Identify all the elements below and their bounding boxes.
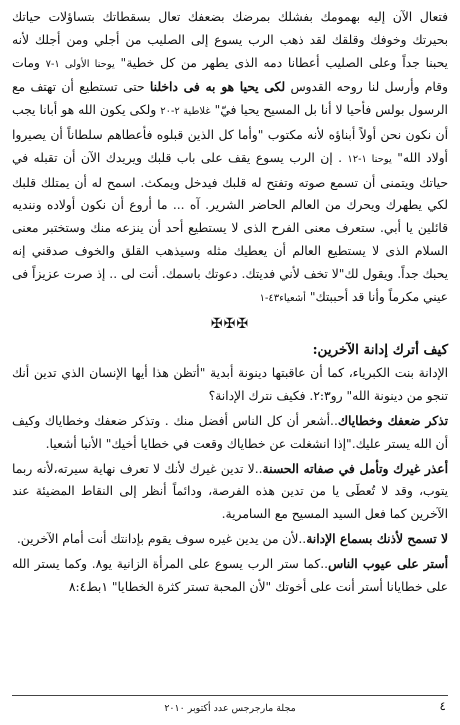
text-run: الإدانة بنت الكبرياء، كما أن عاقبتها دينونة أبدية "أتظن هذا أيها الإنسان الذي تدين أنك تنجو من دينونة الله" رو٢:٣. فكيف نترك الإدانة؟ bbox=[12, 366, 448, 404]
paragraph-excuse-others bbox=[12, 458, 448, 526]
paragraph-do-not-listen bbox=[12, 528, 448, 551]
paragraph-remember-weakness bbox=[12, 410, 448, 456]
text-run: حتى تستطيع أن تهتف مع الرسول بولس فأحيا لا أنا بل المسيح يحيا فيّ" bbox=[12, 80, 448, 118]
section-heading: كيف أترك إدانة الآخرين: bbox=[312, 342, 448, 359]
page-footer bbox=[0, 695, 460, 725]
point-heading: أعذر غيرك وتأمل في صفاته الحسنة bbox=[262, 460, 449, 476]
scripture-reference: يوحنا الأولى ١-٧ bbox=[45, 58, 115, 70]
emphasized-text: لكى يحيا هو به فى داخلنا bbox=[149, 79, 286, 95]
footer-rule bbox=[12, 695, 448, 696]
point-heading: لا تسمح لأذنك بسماع الإدانة bbox=[306, 530, 448, 546]
point-heading: أستر على عيوب الناس bbox=[328, 555, 448, 571]
text-run: ..كما ستر الرب يسوع على المرأة الزانية يو٨. وكما يستر الله على خطايانا أستر أنت على أخوتك "لأن المحبة تستر كثرة الخطايا" ١بط٨:٤ bbox=[12, 556, 448, 594]
text-run: ..لأن من يدين غيره سوف يقوم بإدانتك أنت أمام الآخرين. bbox=[16, 531, 307, 546]
text-run: . إن الرب يسوع يقف على باب قلبك ويريدك الآن أن تقبله في حياتك ويتمنى أن تسمع صوته وتفتح له قلبك فيدخل ويمكث. اسمح له أن يمتلك قلبك لكي يطهرك ويحرك من العالم الحاضر الشرير. آه ... ما أروع أن نكون أولاده وننديه قائلين يا أبي. ستعرف معنى الفرح الذى لا يستطيع أحد أن ينزعه منك وستختبر معنى السلام الذى لا يستطيع العالم أن يعطيك مثله وسيذهب القلق والخوف صدقني إنه يحبك جداً. ويقول لك"لا تخف لأني فديتك. دعوتك باسمك. أنت لى .. إذ صرت عزيزاً فى عيني مكرماً وأنا قد أحببتك" bbox=[12, 150, 448, 304]
text-run: ومات وقام وأرسل لنا روحه القدوس bbox=[12, 55, 448, 95]
cross-ornament-divider: ✠✠✠ bbox=[210, 316, 250, 333]
paragraph-intro bbox=[12, 362, 448, 408]
text-run: ..أشعر أن كل الناس أفضل منك . وتذكر ضعفك وخطاياك وكيف أن الله يستر عليك."إذا انشغلت عن خطاياك وقعت في خطايا أخيك" الأنبا أشعيا. bbox=[12, 413, 448, 451]
scripture-reference: أشعياء٤٣-١ bbox=[259, 292, 306, 304]
paragraph-cover-faults bbox=[12, 553, 448, 599]
footer-caption: مجلة مارجرجس عدد أكتوبر ٢٠١٠ bbox=[164, 703, 296, 714]
text-run: ولكى يكون الله هو أبانا يجب أن نكون نحن أولاً أبناؤه لأنه مكتوب "وأما كل الذين قبلوه فأعطاهم سلطاناً أن يصيروا أولاد الله" bbox=[12, 103, 448, 165]
paragraph-invitation bbox=[12, 6, 448, 310]
point-heading: تذكر ضعفك وخطاياك bbox=[337, 412, 448, 428]
scripture-reference: غلاطية ٢-٢٠ bbox=[160, 106, 211, 118]
text-run: فتعال الآن إليه بهمومك بفشلك بمرضك بضعفك تعال بسقطاتك بتساؤلات حياتك بحيرتك وخوفك وقلقك لقد ذهب الرب يسوع إلى الصليب من أجلي ومن أجلك لأنه يحبنا جداً وعلى الصليب أعطانا دمه الذى يطهر من كل خطية" bbox=[12, 10, 448, 70]
text-run: ..لا تدين غيرك لأنك لا تعرف نهاية سيرته،لأنه ربما يتوب، وقد لا تُعطَى يا من تدين هذه الفرصة، ودائماً أنظر إلى النقاط المضيئة عند الآخرين كما فعل السيد المسيح مع السامرية. bbox=[12, 461, 448, 522]
scripture-reference: يوحنا ١-١٢ bbox=[347, 153, 392, 165]
page-number: ٤ bbox=[439, 699, 446, 713]
